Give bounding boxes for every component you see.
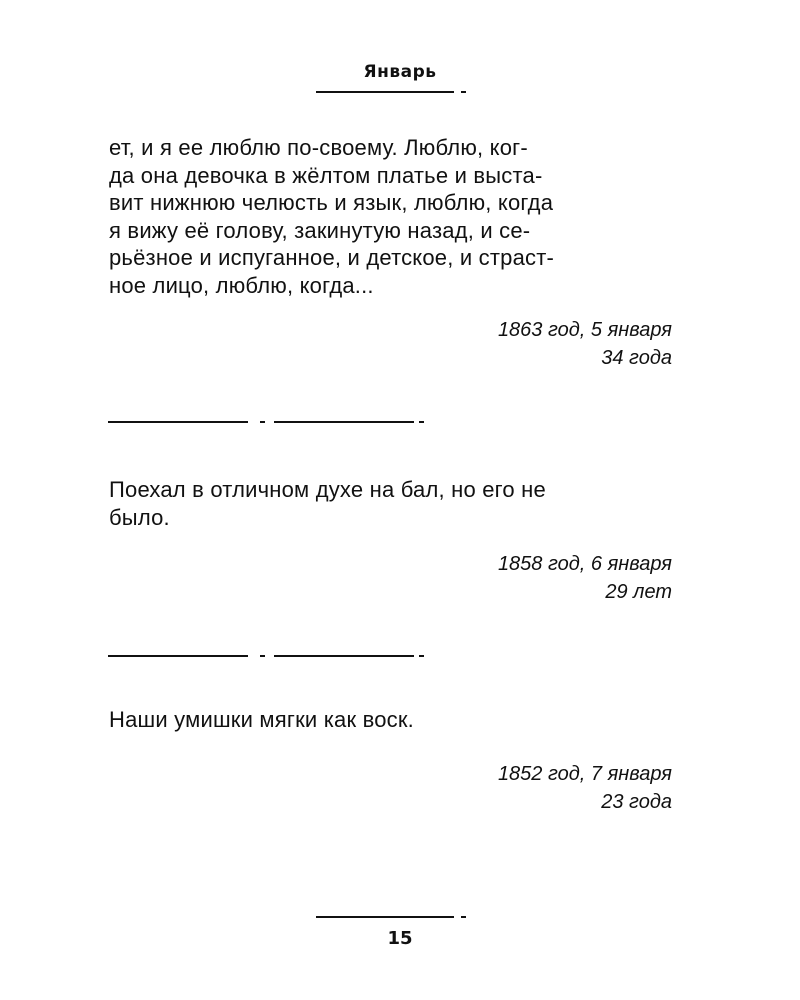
separator-dash [419,421,424,423]
footer-rule-dash [461,916,466,918]
header-rule [316,91,468,93]
entry-age: 29 лет [605,581,672,603]
separator-line-right [274,421,414,423]
entry-date: 1858 год, 6 января [497,553,672,575]
entry-age: 23 года [601,791,672,813]
page-number: 15 [387,928,413,949]
entry-dateline [498,550,672,606]
entry-line: вит нижнюю челюсть и язык, люблю, когда [109,190,554,215]
separator-dash [260,421,265,423]
entry-line: рьёзное и испуганное, и детское, и страст- [109,245,555,270]
entry-dateline [498,760,672,816]
entry-separator [108,655,424,657]
header-rule-dash [461,91,466,93]
separator-line-left [108,655,248,657]
footer-rule [316,916,468,918]
entry-line: ное лицо, люблю, когда... [109,272,374,298]
entry-line: ет, и я ее люблю по-своему. Люблю, ког- [109,135,528,160]
entry-line: было. [109,504,170,530]
entry-separator [108,421,424,423]
entry-text [109,134,673,299]
separator-line-left [108,421,248,423]
entry-dateline [498,316,672,372]
entry-line: Поехал в отличном духе на бал, но его не [109,477,546,502]
header-rule-line [316,91,454,93]
separator-dash [419,655,424,657]
running-head-title: Январь [363,62,437,82]
entry-line: я вижу её голову, закинутую назад, и се- [109,217,531,243]
separator-dash [260,655,265,657]
entry-date: 1863 год, 5 января [497,319,672,341]
entry-age: 34 года [601,347,672,369]
entry-line: да она девочка в жёлтом платье и выста- [109,162,543,188]
footer-rule-line [316,916,454,918]
entry-line: Наши умишки мягки как воск. [109,707,414,732]
entry-text [109,476,673,531]
entry-date: 1852 год, 7 января [497,763,672,785]
entry-text [109,706,673,734]
separator-line-right [274,655,414,657]
